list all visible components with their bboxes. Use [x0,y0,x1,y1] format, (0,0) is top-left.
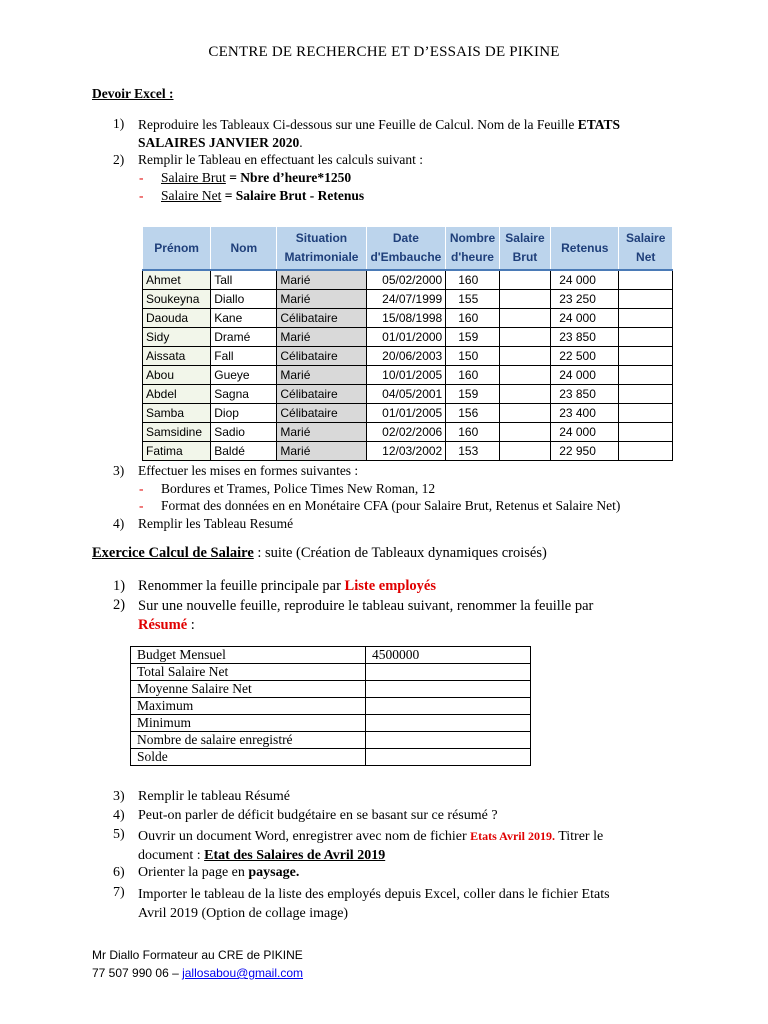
cell-retenus: 23 850 [551,328,619,347]
email-link[interactable]: jallosabou@gmail.com [182,966,303,980]
resume-row [131,664,531,681]
cell-date: 02/02/2006 [366,423,446,442]
cell-brut [499,347,550,366]
cell-brut [499,270,550,290]
cell-retenus: 23 250 [551,290,619,309]
cell-nom: Fall [211,347,277,366]
cell-brut [499,309,550,328]
resume-label: Total Salaire Net [131,664,366,681]
import-instruction: Importer le tableau de la liste des employés depuis Excel, coller dans le fichier Etats Avril 2019 (Option de collage image) [138,887,610,921]
cell-net [619,385,673,404]
header-retenus: Retenus [551,227,619,271]
cell-nom: Sadio [211,423,277,442]
cell-prenom: Abou [143,366,211,385]
cell-nom: Dramé [211,328,277,347]
cell-nom: Kane [211,309,277,328]
cell-retenus: 23 850 [551,385,619,404]
cell-heures: 160 [446,270,500,290]
format-borders: Bordures et Trames, Police Times New Roman, 12 [161,481,436,496]
header-brut: Salaire Brut [499,227,550,271]
table-row [143,270,673,290]
cell-brut [499,328,550,347]
cell-heures: 160 [446,309,500,328]
cell-prenom: Abdel [143,385,211,404]
landscape-instruction: Orienter la page en paysage. [138,865,300,880]
cell-heures: 150 [446,347,500,366]
cell-situation: Marié [277,290,366,309]
formula-net: Salaire Net = Salaire Brut - Retenus [161,188,365,203]
cell-retenus: 22 950 [551,442,619,461]
header-date: Date d'Embauche [366,227,446,271]
cell-retenus: 23 400 [551,404,619,423]
cell-net [619,328,673,347]
item-number: 5) [113,827,125,842]
cell-situation: Marié [277,442,366,461]
cell-heures: 156 [446,404,500,423]
cell-brut [499,423,550,442]
resume-label: Moyenne Salaire Net [131,681,366,698]
item-number: 6) [113,865,125,880]
cell-prenom: Aissata [143,347,211,366]
cell-date: 01/01/2000 [366,328,446,347]
cell-situation: Célibataire [277,309,366,328]
instruction-4: Remplir les Tableau Resumé [138,516,294,531]
rename-main-sheet: Renommer la feuille principale par Liste employés [138,578,436,594]
format-currency: Format des données en en Monétaire CFA (pour Salaire Brut, Retenus et Salaire Net) [161,498,621,513]
table-row [143,366,673,385]
cell-retenus: 24 000 [551,366,619,385]
cell-situation: Marié [277,366,366,385]
table-row [143,290,673,309]
resume-label: Nombre de salaire enregistré [131,732,366,749]
instruction-2: Remplir le Tableau en effectuant les calculs suivant : [138,152,423,167]
cell-situation: Célibataire [277,347,366,366]
cell-net [619,423,673,442]
cell-nom: Gueye [211,366,277,385]
cell-prenom: Sidy [143,328,211,347]
table-header-row [143,227,673,271]
item-number: 2) [113,597,126,613]
resume-value [366,715,531,732]
resume-label: Budget Mensuel [131,647,366,664]
word-instruction: Ouvrir un document Word, enregistrer avec nom de fichier Etats Avril 2019. Titrer le document : Etat des Salaires de Avril 2019 [138,829,604,863]
cell-retenus: 22 500 [551,347,619,366]
resume-row [131,681,531,698]
item-number: 7) [113,885,125,900]
table-row [143,385,673,404]
cell-prenom: Fatima [143,442,211,461]
cell-nom: Baldé [211,442,277,461]
cell-net [619,290,673,309]
resume-row [131,647,531,664]
footer-author: Mr Diallo Formateur au CRE de PIKINE [92,948,303,962]
cell-date: 12/03/2002 [366,442,446,461]
cell-situation: Marié [277,423,366,442]
resume-table [130,646,531,766]
dash-bullet: - [139,498,144,513]
item-number: 2) [113,152,125,167]
cell-prenom: Samsidine [143,423,211,442]
cell-heures: 159 [446,328,500,347]
cell-situation: Célibataire [277,385,366,404]
header-prenom: Prénom [143,227,211,271]
cell-net [619,404,673,423]
cell-net [619,270,673,290]
dash-bullet: - [139,481,144,496]
cell-retenus: 24 000 [551,270,619,290]
resume-value [366,698,531,715]
cell-net [619,366,673,385]
resume-value [366,732,531,749]
resume-row [131,715,531,732]
table-row [143,404,673,423]
resume-value: 4500000 [366,647,531,664]
cell-nom: Diop [211,404,277,423]
item-number: 1) [113,578,126,594]
item-number: 4) [113,808,125,823]
cell-net [619,309,673,328]
cell-heures: 160 [446,423,500,442]
cell-situation: Marié [277,328,366,347]
cell-retenus: 24 000 [551,309,619,328]
resume-row [131,698,531,715]
resume-row [131,732,531,749]
cell-date: 01/01/2005 [366,404,446,423]
cell-nom: Sagna [211,385,277,404]
cell-brut [499,290,550,309]
instruction-1: Reproduire les Tableaux Ci-dessous sur une Feuille de Calcul. Nom de la Feuille ETATS SALAIRES JANVIER 2020. [138,117,620,150]
employees-table [142,226,673,461]
formula-brut: Salaire Brut = Nbre d’heure*1250 [161,170,352,185]
dash-bullet: - [139,170,144,185]
resume-value [366,749,531,766]
cell-nom: Diallo [211,290,277,309]
resume-row [131,749,531,766]
cell-brut [499,442,550,461]
item-number: 1) [113,116,125,131]
resume-value [366,664,531,681]
deficit-question: Peut-on parler de déficit budgétaire en se basant sur ce résumé ? [138,808,498,823]
header-heures: Nombre d'heure [446,227,500,271]
item-number: 3) [113,463,125,478]
resume-label: Minimum [131,715,366,732]
page-title: CENTRE DE RECHERCHE ET D’ESSAIS DE PIKINE [208,44,560,60]
cell-brut [499,366,550,385]
dash-bullet: - [139,188,144,203]
table-row [143,347,673,366]
cell-date: 15/08/1998 [366,309,446,328]
table-row [143,423,673,442]
table-row [143,328,673,347]
resume-value [366,681,531,698]
footer-contact: 77 507 990 06 – jallosabou@gmail.com [92,966,303,980]
cell-prenom: Ahmet [143,270,211,290]
cell-heures: 153 [446,442,500,461]
cell-heures: 159 [446,385,500,404]
devoir-heading: Devoir Excel : [92,86,174,101]
cell-prenom: Samba [143,404,211,423]
cell-nom: Tall [211,270,277,290]
item-number: 3) [113,789,125,804]
table-row [143,309,673,328]
cell-situation: Célibataire [277,404,366,423]
fill-resume: Remplir le tableau Résumé [138,789,291,804]
item-number: 4) [113,516,125,531]
header-nom: Nom [211,227,277,271]
cell-prenom: Soukeyna [143,290,211,309]
header-net: Salaire Net [619,227,673,271]
cell-net [619,442,673,461]
cell-date: 24/07/1999 [366,290,446,309]
instruction-3: Effectuer les mises en formes suivantes : [138,463,359,478]
table-row [143,442,673,461]
resume-label: Solde [131,749,366,766]
cell-situation: Marié [277,270,366,290]
header-situation: Situation Matrimoniale [277,227,366,271]
cell-brut [499,404,550,423]
cell-date: 05/02/2000 [366,270,446,290]
new-sheet-instruction: Sur une nouvelle feuille, reproduire le tableau suivant, renommer la feuille par Résumé : [138,598,594,633]
cell-date: 04/05/2001 [366,385,446,404]
resume-label: Maximum [131,698,366,715]
cell-heures: 155 [446,290,500,309]
cell-heures: 160 [446,366,500,385]
cell-brut [499,385,550,404]
cell-prenom: Daouda [143,309,211,328]
exercice-heading: Exercice Calcul de Salaire : suite (Création de Tableaux dynamiques croisés) [92,545,547,561]
cell-date: 10/01/2005 [366,366,446,385]
cell-date: 20/06/2003 [366,347,446,366]
cell-retenus: 24 000 [551,423,619,442]
cell-net [619,347,673,366]
